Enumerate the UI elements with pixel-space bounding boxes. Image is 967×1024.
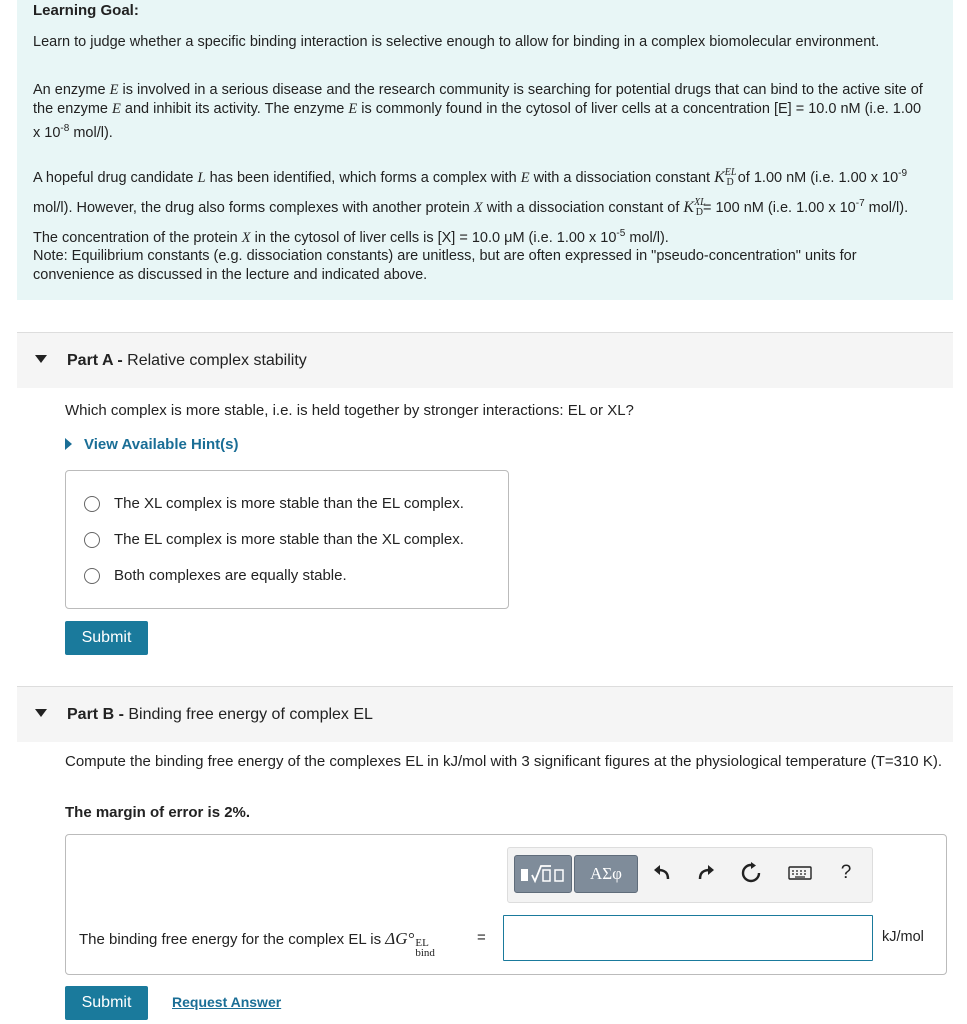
margin-of-error: The margin of error is 2%.	[65, 804, 251, 821]
templates-button[interactable]	[514, 855, 572, 893]
part-b-question: Compute the binding free energy of the complexes EL in kJ/mol with 3 significant figures at the physiological temperature (T=310 K).	[65, 753, 942, 770]
part-b-header[interactable]	[17, 686, 953, 742]
expand-triangle-icon	[65, 438, 72, 450]
enzyme-paragraph: An enzyme E is involved in a serious disease and the research community is searching for potential drugs that can bind to the active site of the enzyme E and inhibit its activity. The enzyme E is commonly found in the cytosol of liver cells at a concentration [E] = 10.0 nM (i.e. 1.00 x $10^{-8}$ mol/l).	[33, 82, 923, 141]
part-a-title: Part A - Relative complex stability	[67, 352, 307, 369]
answer-input[interactable]	[503, 915, 873, 961]
kd-xl-symbol: $K^{XL}D$	[683, 196, 706, 218]
redo-icon[interactable]	[694, 861, 718, 885]
learning-goal-title: Learning Goal:	[33, 2, 139, 19]
choice-el-more-stable[interactable]: The EL complex is more stable than the XL complex.	[84, 531, 464, 548]
view-hints-link[interactable]: View Available Hint(s)	[65, 436, 239, 453]
greek-symbols-button[interactable]: ΑΣφ	[574, 855, 638, 893]
help-icon[interactable]: ?	[840, 862, 852, 883]
templates-icon	[519, 863, 567, 885]
answer-choices	[65, 470, 509, 609]
collapse-caret-icon[interactable]	[35, 709, 47, 717]
collapse-caret-icon[interactable]	[35, 355, 47, 363]
math-toolbar	[507, 847, 873, 903]
note-paragraph: Note: Equilibrium constants (e.g. dissociation constants) are unitless, but are often expressed in "pseudo-concentration" units for convenience as discussed in the lecture and indicated above.	[33, 248, 857, 283]
radio-button[interactable]	[84, 532, 100, 548]
answer-prompt: The binding free energy for the complex EL is ΔG° EL bind	[79, 929, 435, 959]
learning-goal-panel	[17, 0, 953, 300]
undo-icon[interactable]	[650, 861, 674, 885]
radio-button[interactable]	[84, 496, 100, 512]
keyboard-icon[interactable]	[788, 861, 812, 885]
choice-equally-stable[interactable]: Both complexes are equally stable.	[84, 567, 347, 584]
kd-el-symbol: $K^{EL}D$	[714, 166, 737, 188]
radio-button[interactable]	[84, 568, 100, 584]
part-a-submit-button[interactable]: Submit	[65, 621, 148, 655]
equals-sign: =	[477, 929, 486, 946]
request-answer-link[interactable]: Request Answer	[172, 994, 282, 1010]
part-a-question: Which complex is more stable, i.e. is held together by stronger interactions: EL or XL?	[65, 402, 634, 419]
drug-paragraph: A hopeful drug candidate L has been identified, which forms a complex with E with a dissociation constant $K^{EL}D$ of 1.00 nM (i.e. 1.00 x $10^{-9}$ mol/l). However, the drug also forms complexes with another protein X with a dissociation constant of $K^{XL}D= 100$ nM (i.e. 1.00 x $10^{-7}$ mol/l). The concentration of the protein X in the cytosol of liver cells is [X] = 10.0 μM (i.e. 1.00 x $10^{-5}$ mol/l).	[33, 166, 909, 246]
reset-icon[interactable]	[739, 861, 763, 885]
learning-goal-intro: Learn to judge whether a specific binding interaction is selective enough to allow for binding in a complex biomolecular environment.	[33, 34, 880, 50]
part-a-header[interactable]	[17, 332, 953, 388]
unit-label: kJ/mol	[882, 929, 924, 945]
choice-xl-more-stable[interactable]: The XL complex is more stable than the EL complex.	[84, 495, 464, 512]
part-b-title: Part B - Binding free energy of complex EL	[67, 706, 373, 723]
part-b-submit-button[interactable]: Submit	[65, 986, 148, 1020]
answer-box	[65, 834, 947, 975]
